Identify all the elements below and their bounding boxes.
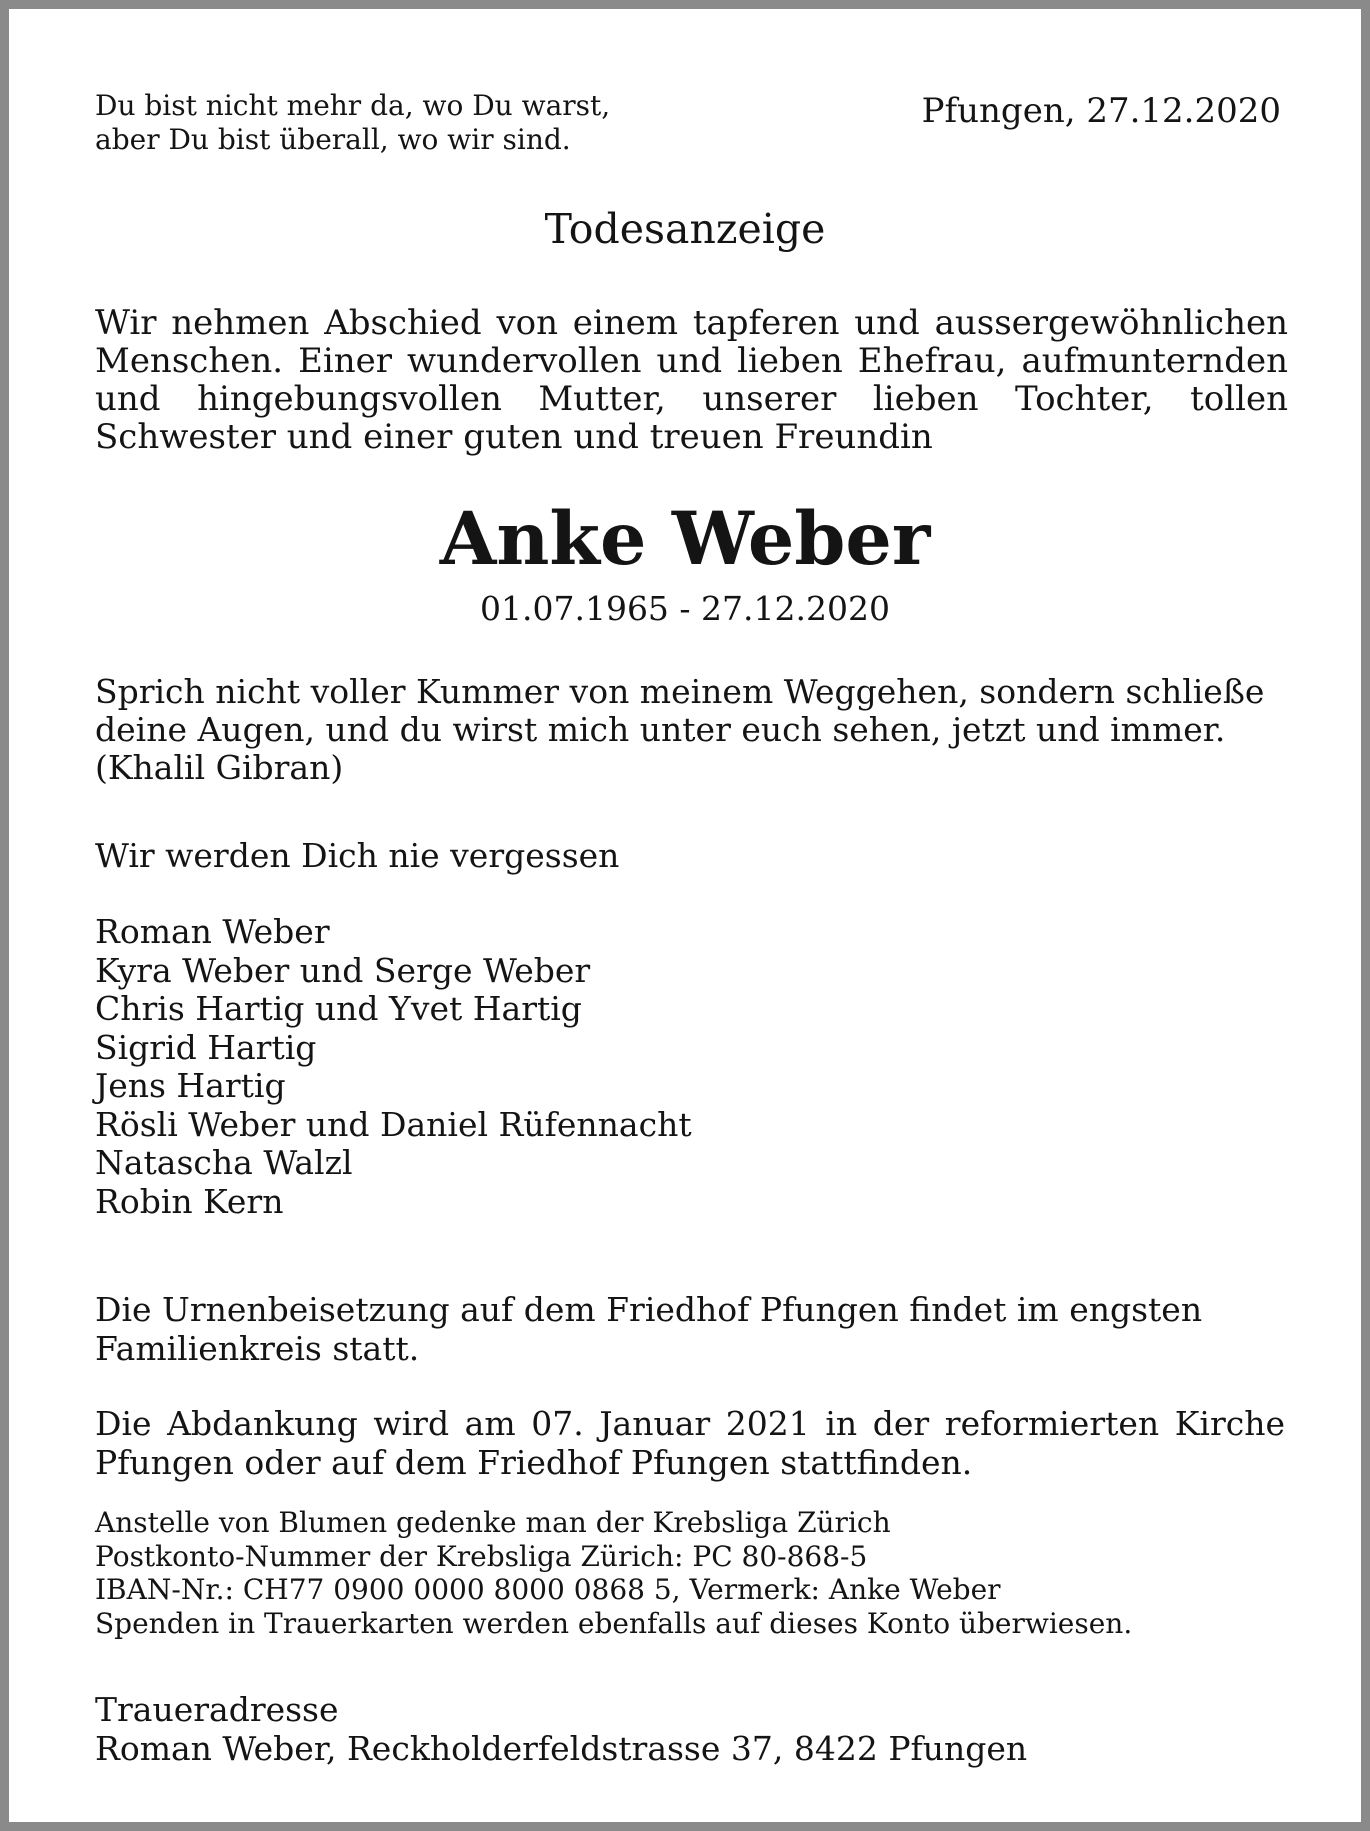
place-date: Pfungen, 27.12.2020 — [921, 91, 1281, 131]
mourning-address — [95, 1691, 1295, 1768]
list-item: Jens Hartig — [95, 1066, 286, 1105]
burial-line: Familienkreis statt. — [95, 1328, 420, 1368]
quote-line: Sprich nicht voller Kummer von meinem Weggehen, sondern schließe — [95, 672, 1265, 711]
list-item: Sigrid Hartig — [95, 1027, 317, 1067]
list-item: Kyra Weber und Serge Weber — [95, 950, 591, 990]
service-notice: Die Abdankung wird am 07. Januar 2021 in der reformierten Kirche Pfungen oder auf dem Friedhof Pfungen stattfinden. — [95, 1404, 1285, 1482]
list-item: Chris Hartig und Yvet Hartig — [95, 989, 582, 1028]
mourning-address-value: Roman Weber, Reckholderfeldstrasse 37, 8422 Pfungen — [95, 1728, 1028, 1768]
list-item: Roman Weber — [95, 912, 330, 951]
list-item: Robin Kern — [95, 1181, 284, 1221]
list-item: Natascha Walzl — [95, 1143, 353, 1182]
quote-line: deine Augen, und du wirst mich unter euch sehen, jetzt und immer. — [95, 710, 1226, 749]
motto-line: aber Du bist überall, wo wir sind. — [95, 123, 571, 156]
quote — [95, 673, 1295, 787]
page-title: Todesanzeige — [544, 205, 826, 253]
donation-line: IBAN-Nr.: CH77 0900 0000 8000 0868 5, Vermerk: Anke Weber — [95, 1573, 1001, 1606]
farewell-line: Wir werden Dich nie vergessen — [95, 836, 620, 875]
donation-line: Postkonto-Nummer der Krebsliga Zürich: PC 80-868-5 — [95, 1539, 868, 1573]
burial-line: Die Urnenbeisetzung auf dem Friedhof Pfungen findet im engsten — [95, 1290, 1203, 1329]
donation-line: Spenden in Trauerkarten werden ebenfalls auf dieses Konto überwiesen. — [95, 1606, 1133, 1640]
motto-line: Du bist nicht mehr da, wo Du warst, — [95, 89, 611, 122]
motto — [95, 89, 735, 157]
intro-paragraph: Wir nehmen Abschied von einem tapferen und aussergewöhnlichen Menschen. Einer wundervollen und lieben Ehefrau, aufmunternden und hingebungsvollen Mutter, unserer lieben Tochter, tollen Schwester und einer guten und treuen Freundin — [95, 303, 1288, 457]
obituary-page — [9, 9, 1361, 1822]
mourner-list — [95, 913, 1295, 1221]
mourning-address-label: Traueradresse — [95, 1690, 339, 1729]
list-item: Rösli Weber und Daniel Rüfennacht — [95, 1104, 692, 1144]
deceased-name: Anke Weber — [439, 496, 931, 582]
quote-attribution: (Khalil Gibran) — [95, 748, 344, 787]
life-dates: 01.07.1965 - 27.12.2020 — [479, 589, 891, 628]
donation-line: Anstelle von Blumen gedenke man der Krebsliga Zürich — [95, 1506, 891, 1539]
burial-notice — [95, 1291, 1295, 1368]
donation-notice — [95, 1506, 1315, 1640]
